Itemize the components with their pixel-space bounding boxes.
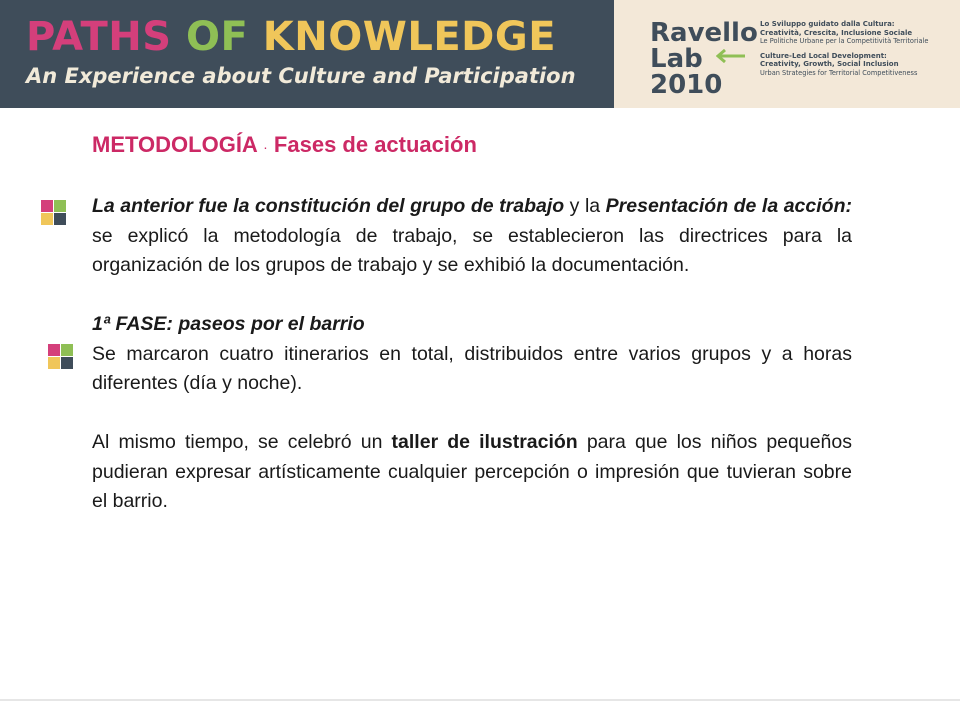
slide-content: [92, 130, 852, 517]
tagline-en-1: Culture-Led Local Development:: [760, 51, 887, 60]
bullet-squares-icon: [48, 344, 74, 370]
header-title-panel: [0, 0, 614, 108]
paragraph-fase-1: 1ª FASE: paseos por el barrio Se marcaron cuatro itinerarios en total, distribuidos entre varios grupos y a horas diferentes (día y noche).: [92, 313, 852, 394]
logo-word-lab: Lab: [650, 44, 703, 74]
tagline-it-2: Creatività, Crescita, Inclusione Sociale: [760, 28, 913, 37]
title-word-of: OF: [186, 14, 263, 60]
header-banner: [0, 0, 960, 108]
bullet-squares-icon: [41, 200, 67, 226]
heading-separator: ·: [263, 139, 268, 155]
footer-divider: [0, 699, 960, 701]
paragraph-taller: Al mismo tiempo, se celebró un taller de ilustración para que los niños pequeños pudieran expresar artísticamente cualquier percepción o impresión que tuvieran sobre el barrio.: [92, 431, 852, 512]
heading-sub: Fases de actuación: [273, 132, 477, 157]
page-title: [92, 130, 852, 162]
tagline-en-3: Urban Strategies for Territorial Competitiveness: [760, 68, 918, 77]
tagline-it-3: Le Politiche Urbane per la Competitività Territoriale: [760, 37, 929, 46]
banner-subtitle: An Experience about Culture and Participation: [26, 64, 576, 88]
tagline-en-2: Creativity, Growth, Social Inclusion: [760, 60, 899, 69]
logo-year: 2010: [650, 70, 723, 100]
tagline-it-1: Lo Sviluppo guidato dalla Cultura:: [760, 20, 895, 28]
arrow-left-icon: [716, 49, 746, 63]
banner-title: [26, 14, 556, 60]
logo-word-ravello: Ravello: [650, 18, 758, 48]
fase-1-title: 1ª FASE: paseos por el barrio: [92, 313, 365, 335]
logo-tagline: [760, 20, 956, 78]
title-word-paths: PATHS: [26, 14, 186, 60]
title-word-knowledge: KNOWLEDGE: [262, 14, 557, 60]
heading-main: METODOLOGÍA: [92, 132, 257, 157]
paragraph-grupo-trabajo: La anterior fue la constitución del grupo de trabajo y la Presentación de la acción: se explicó la metodología de trabajo, se establecieron las directrices para la organización de los grupos de trabajo y se exhibió la documentación.: [92, 195, 852, 276]
